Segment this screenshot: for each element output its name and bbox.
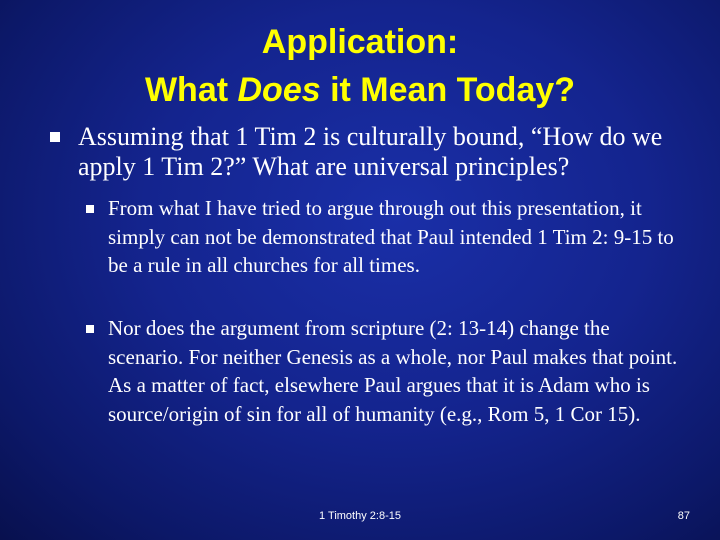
title-line-2-pre: What <box>144 71 238 109</box>
square-bullet-icon <box>86 205 94 213</box>
square-bullet-icon <box>50 132 60 142</box>
footer-text: 1 Timothy 2:8-15 <box>319 510 401 522</box>
page-number: 87 <box>677 510 690 522</box>
sub-bullet-text-1: From what I have tried to argue through out this presentation, it simply can not be demonstrated that Paul intended 1 Tim 2: 9-15 to be a rule in all churches for all times. <box>108 196 674 277</box>
title-line-1: Application: <box>261 23 459 61</box>
sub-bullet-text-2: Nor does the argument from scripture (2: 13-14) change the scenario. For neither Genesis as a whole, nor Paul makes that point. As a matter of fact, elsewhere Paul argues that it is Adam who is source/origin of sin for all of humanity (e.g., Rom 5, 1 Cor 15). <box>108 316 678 426</box>
square-bullet-icon <box>86 325 94 333</box>
title-emphasis: Does <box>237 71 321 109</box>
main-bullet-text: Assuming that 1 Tim 2 is culturally bound, “How do we apply 1 Tim 2?” What are universal principles? <box>78 122 663 181</box>
title-line-2-post: it Mean Today? <box>320 71 576 109</box>
